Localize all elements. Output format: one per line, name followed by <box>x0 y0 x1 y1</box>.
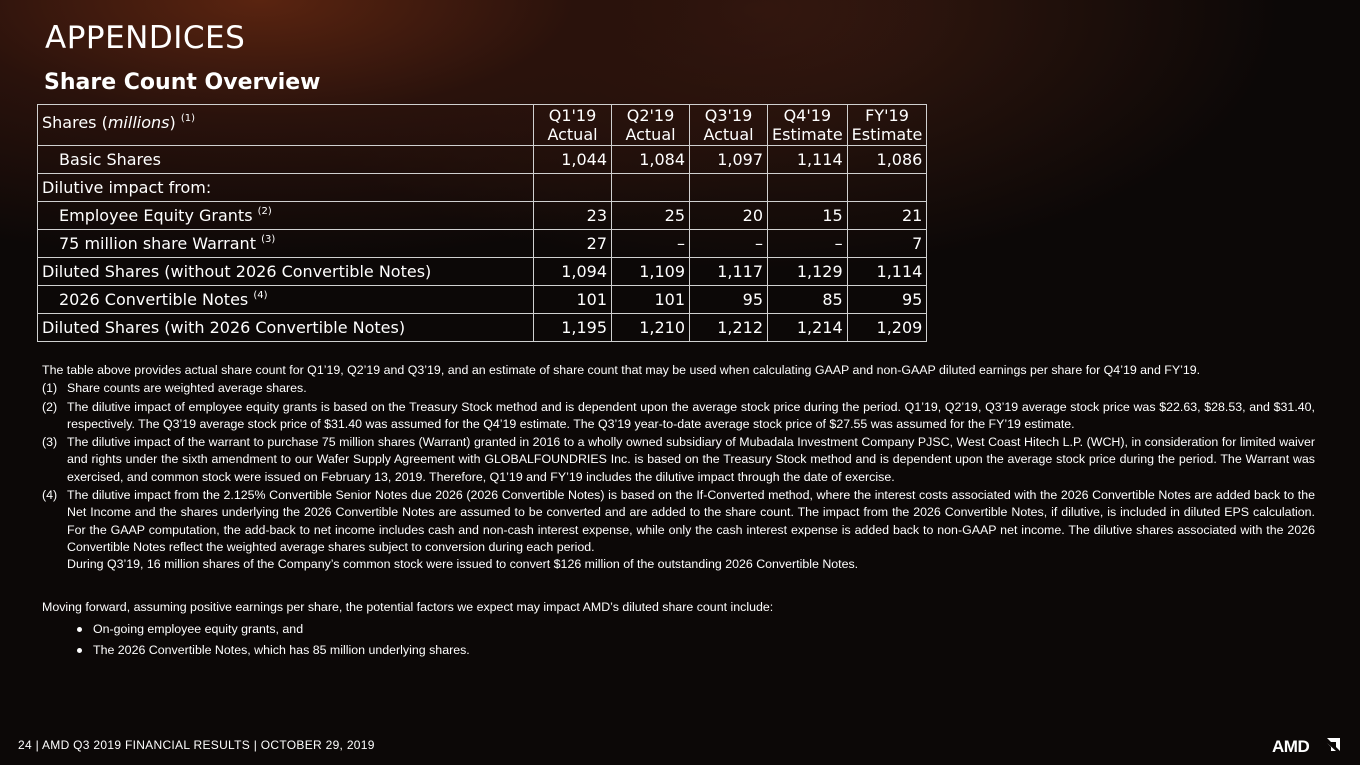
table-cell: 1,195 <box>534 314 612 342</box>
footnote-4 <box>42 487 1315 556</box>
row-label: Employee Equity Grants $^{(2)}$ <box>38 202 534 230</box>
table-cell: 1,086 <box>847 146 927 174</box>
table-row-convertible-notes <box>38 286 927 314</box>
table-row-basic-shares <box>38 146 927 174</box>
table-row-dilutive-impact <box>38 174 927 202</box>
footnote-1 <box>42 380 1315 397</box>
footer-text: 24 | AMD Q3 2019 FINANCIAL RESULTS | OCTOBER 29, 2019 <box>18 738 375 752</box>
table-cell: – <box>690 230 768 258</box>
table-cell: 101 <box>534 286 612 314</box>
table-cell: 1,209 <box>847 314 927 342</box>
footnote-text: The dilutive impact from the 2.125% Convertible Senior Notes due 2026 (2026 Convertible Notes) is based on the If-Converted method, where the interest costs associated with the 2026 Convertible Notes are added back to the Net Income and the shares underlying the 2026 Convertible Notes are assumed to be converted and are added to the share count. The impact from the 2026 Convertible Notes, if dilutive, is included in diluted EPS calculation. For the GAAP computation, the add-back to net income includes cash and non-cash interest expense, while only the cash interest expense is added back to non-GAAP net income. The dilutive shares associated with the 2026 Convertible Notes reflect the weighted average shares subject to conversion during each period. <box>67 488 1315 554</box>
amd-arrow-icon <box>1327 738 1340 751</box>
table-cell: 20 <box>690 202 768 230</box>
footnote-2 <box>42 399 1315 434</box>
row-label: Dilutive impact from: <box>38 174 534 202</box>
table-cell: – <box>612 230 690 258</box>
table-cell: 1,109 <box>612 258 690 286</box>
row-label: 75 million share Warrant $^{(3)}$ <box>38 230 534 258</box>
table-cell: 1,129 <box>768 258 848 286</box>
table-cell: 1,210 <box>612 314 690 342</box>
table-cell: 95 <box>690 286 768 314</box>
table-cell: 1,212 <box>690 314 768 342</box>
footnote-text: The dilutive impact of employee equity grants is based on the Treasury Stock method and is dependent upon the average stock price during the period. Q1’19, Q2’19, Q3’19 average stock price was $22.63, $28.53, and $31.40, respectively. The Q3’19 average stock price of $31.40 was assumed for the Q4’19 estimate. The Q3’19 year-to-date average stock price of $27.55 was assumed for the FY’19 estimate. <box>67 399 1315 431</box>
footnote-mark: (4) <box>42 488 58 503</box>
table-cell <box>612 174 690 202</box>
footnote-mark: (2) <box>42 399 58 414</box>
slide-title: APPENDICES <box>45 20 246 56</box>
table-cell: 1,214 <box>768 314 848 342</box>
table-cell: 15 <box>768 202 848 230</box>
slide-subtitle: Share Count Overview <box>44 70 321 95</box>
footnote-ref: (4) <box>253 290 268 301</box>
table-cell: 21 <box>847 202 927 230</box>
factors-list <box>42 621 1315 660</box>
column-header-q2: Q2'19 Actual <box>612 105 690 146</box>
row-label: Diluted Shares (without 2026 Convertible Notes) <box>38 258 534 286</box>
footnote-ref: (1) <box>180 113 195 124</box>
table-cell: 7 <box>847 230 927 258</box>
conversion-note: During Q3’19, 16 million shares of the Company’s common stock were issued to convert $126 million of the outstanding 2026 Convertible Notes. <box>67 557 859 572</box>
table-cell <box>534 174 612 202</box>
list-item: On-going employee equity grants, and <box>93 621 1315 638</box>
table-row-diluted-with-notes <box>38 314 927 342</box>
notes-section <box>42 362 1315 663</box>
footnote-mark: (1) <box>42 381 58 396</box>
table-cell: 1,084 <box>612 146 690 174</box>
table-row-equity-grants <box>38 202 927 230</box>
footnote-ref: (2) <box>257 206 272 217</box>
table-cell: 1,044 <box>534 146 612 174</box>
footnote-text: The dilutive impact of the warrant to purchase 75 million shares (Warrant) granted in 2016 to a wholly owned subsidiary of Mubadala Investment Company PJSC, West Coast Hitech L.P. (WCH), in consideration for limited waiver and rights under the sixth amendment to our Wafer Supply Agreement with GLOBALFOUNDRIES Inc. is based on the Treasury Stock method and is dependent upon the average stock price during the period. The Warrant was exercised, and common stock were issued on February 13, 2019. Therefore, Q1’19 and FY’19 includes the dilutive impact through the date of exercise. <box>67 435 1315 484</box>
table-header-row <box>38 105 927 146</box>
table-row-warrant <box>38 230 927 258</box>
row-label: 2026 Convertible Notes $^{(4)}$ <box>38 286 534 314</box>
table-cell: 1,094 <box>534 258 612 286</box>
column-header-q3: Q3'19 Actual <box>690 105 768 146</box>
amd-logo <box>1272 736 1342 754</box>
column-header-q4: Q4'19 Estimate <box>768 105 848 146</box>
share-count-table <box>37 104 927 342</box>
table-cell: – <box>768 230 848 258</box>
row-label: Basic Shares <box>38 146 534 174</box>
moving-forward-text: Moving forward, assuming positive earnings per share, the potential factors we expect may impact AMD’s diluted share count include: <box>42 599 774 614</box>
shares-label-header: Shares (millions) $^{(1)}$ <box>38 105 534 146</box>
table-row-diluted-without-notes <box>38 258 927 286</box>
amd-logo-text: AMD <box>1272 737 1310 754</box>
table-cell <box>690 174 768 202</box>
footnote-text: Share counts are weighted average shares. <box>67 381 307 396</box>
list-item: The 2026 Convertible Notes, which has 85 million underlying shares. <box>93 642 1315 659</box>
table-cell: 85 <box>768 286 848 314</box>
table-cell: 27 <box>534 230 612 258</box>
table-cell: 25 <box>612 202 690 230</box>
notes-intro: The table above provides actual share count for Q1’19, Q2’19 and Q3’19, and an estimate of share count that may be used when calculating GAAP and non-GAAP diluted earnings per share for Q4’19 and FY’19. <box>42 363 1201 377</box>
table-cell: 95 <box>847 286 927 314</box>
table-cell: 1,097 <box>690 146 768 174</box>
column-header-q1: Q1'19 Actual <box>534 105 612 146</box>
footnote-3 <box>42 434 1315 486</box>
table-cell <box>847 174 927 202</box>
column-header-fy: FY'19 Estimate <box>847 105 927 146</box>
table-cell: 1,114 <box>768 146 848 174</box>
table-cell <box>768 174 848 202</box>
table-cell: 101 <box>612 286 690 314</box>
footnote-ref: (3) <box>261 234 276 245</box>
row-label: Diluted Shares (with 2026 Convertible Notes) <box>38 314 534 342</box>
footnote-mark: (3) <box>42 435 58 450</box>
table-cell: 1,114 <box>847 258 927 286</box>
table-cell: 1,117 <box>690 258 768 286</box>
table-cell: 23 <box>534 202 612 230</box>
